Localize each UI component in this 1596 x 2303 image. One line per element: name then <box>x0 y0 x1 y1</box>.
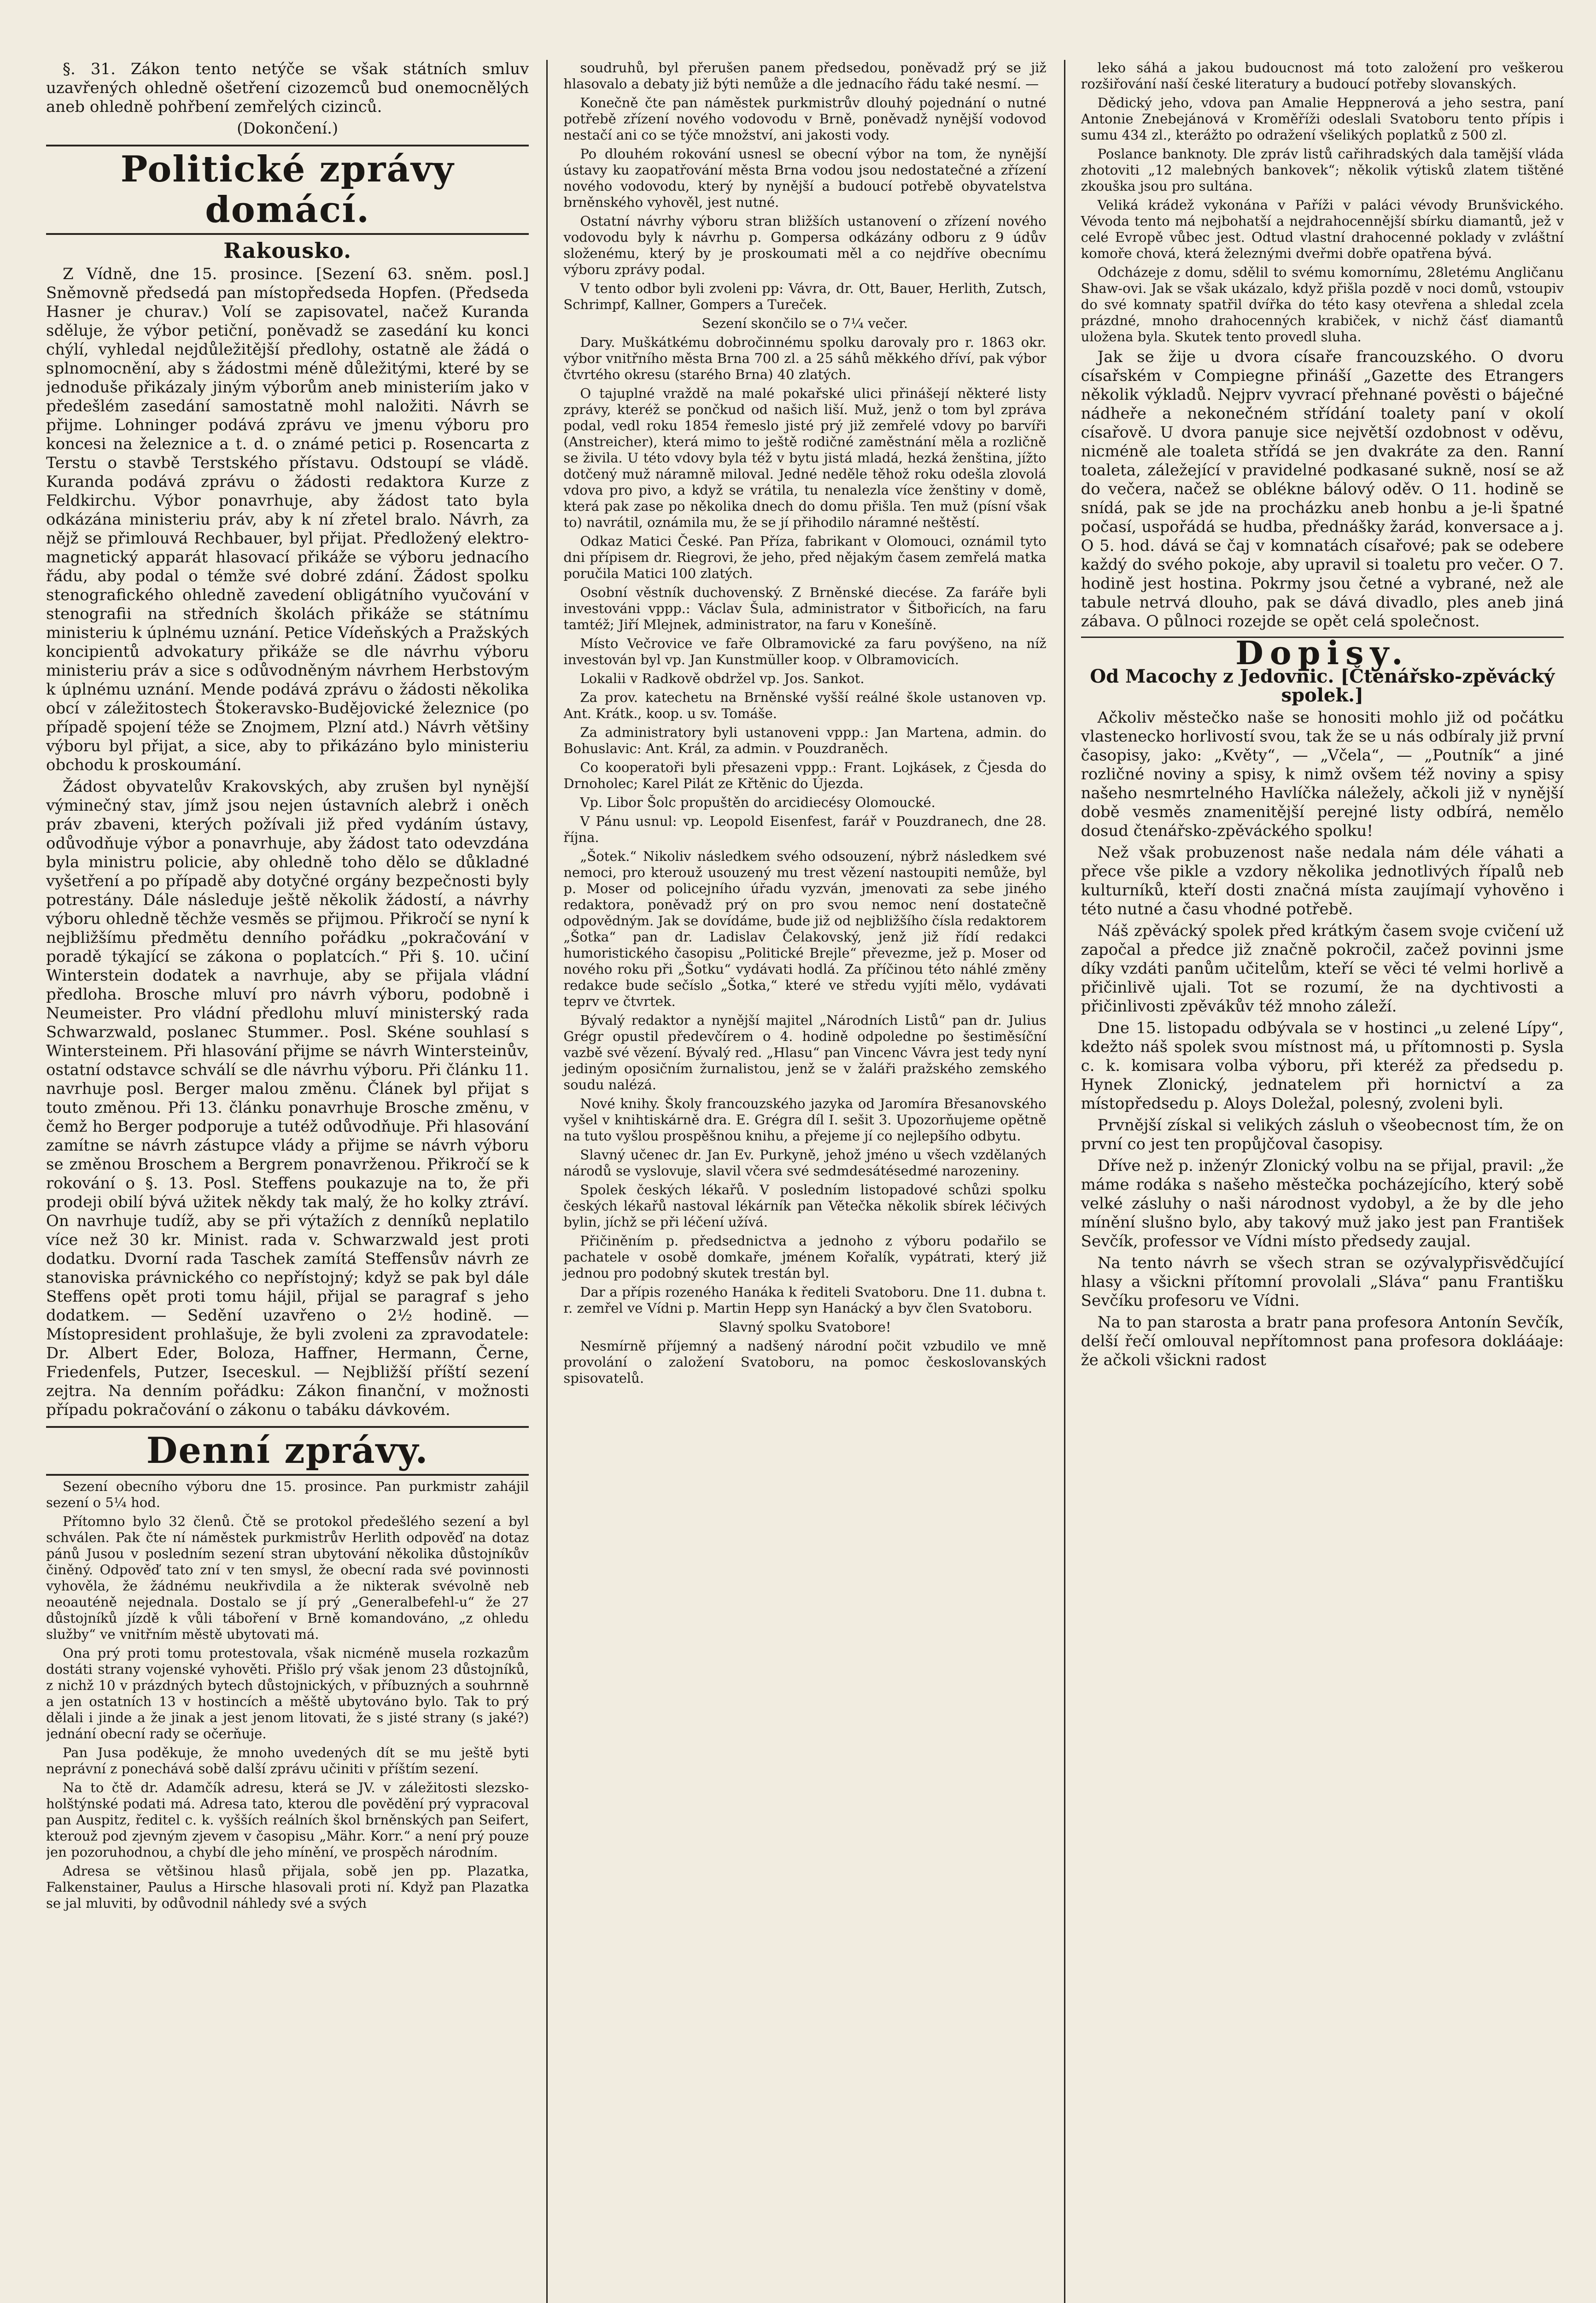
news-paragraph: Přítomno bylo 32 členů. Čtě se protokol předešlého sezení a byl schválen. Pak čte ní náměstek purkmistrův Herlith odpověď na dotaz pánů Jusou v posledním sezení stran ubytování několika důstojníkův činěný. Odpověď tato zní v ten smysl, že obecní rada své povinnosti vyhověla, že žádnému neukřivdila a že nikterak svévolně neb neoauténě nejednala. Dostalo se jí prý „Generalbefehl-u“ že 27 důstojníků jízdě k vůli táboření v Brně komandováno, „z ohledu služby“ ve vnitřním městě ubytovati má. <box>46 1514 529 1642</box>
article-paragraph: Žádost obyvatelův Krakovských, aby zrušen byl nynější výminečný stav, jímž jsou nejen ústavních alebrž i oněch práv zbaveni, kterých požívali již před vydáním ústavy, odůvodňuje výbor a ponavrhuje, aby žádost tato odevzdána byla ministru policie, aby ohledně toho dělo se důkladné vyšetření a po případě aby dotyčné orgány bezpečnosti byly potrestány. Dále následuje ještě několik žádostí, a návrhy výboru ohledně těchže vesměs se přijmou. Přikročí se nyní k nejbližšímu předmětu denního pořádku „pokračování v poradě týkající se zákona o poplatcích.“ Při §. 10. učiní Winterstein dodatek a navrhuje, aby se přijala vládní předloha. Brosche mluví pro návrh výboru, podobně i Neumeister. Pro vládní předlohu mluví ministerský rada Schwarzwald, poslanec Stummer.. Posl. Skéne souhlasí s Wintersteinem. Při hlasování přijme se návrh Wintersteinův, ostatní odstavce schválí se dle návrhu výboru. Při článku 11. navrhuje posl. Berger malou změnu. Článek byl přijat s touto změnou. Při 13. článku ponavrhuje Brosche změnu, v čemž ho Berger podporuje a tutéž odůvodňuje. Při hlasování zamítne se návrh zástupce vlády a přijme se návrh výboru se změnou Broschem a Bergrem ponavrženou. Přikročí se k rokování o §. 13. Posl. Steffens poukazuje na to, že při prodeji obilí bývá užitek někdy tak malý, že ho kolky ztráví. On navrhuje tudíž, aby se při výtažích z denníků neplatilo více než 30 kr. Minist. rada v. Schwarzwald jest proti dodatku. Dvorní rada Taschek zamítá Steffensův návrh ze stanoviska právnického co nepřístojný; když se pak byl dále Steffens opět proti tomu hájil, přijal se paragraf s jeho dodatkem. — Sedění uzavřeno o 2½ hodině. — Místopresident prohlašuje, že byli zvoleni za zpravodatele: Dr. Albert Eder, Boloza, Haffner, Hermann, Černe, Friedenfels, Putzer, Iseceskul. — Nejbližší příští sezení zejtra. Na denním pořádku: Zákon finanční, v možnosti případu pokračování o zákonu o tabáku dávkovém. <box>46 777 529 1419</box>
news-paragraph: Bývalý redaktor a nynější majitel „Národních Listů“ pan dr. Julius Grégr opustil předevčírem o 4. hodině odpoledne po šestiměsíční vazbě své vězení. Bývalý red. „Hlasu“ pan Vincenc Vávra jest tedy nyní jediným oposičním žurnalistou, jenž se v žaláři pražského zemského soudu nalézá. <box>563 1012 1046 1093</box>
court-article: Jak se žije u dvora císaře francouzského. O dvoru císařském v Compiegne přináší „Gazette des Etrangers několik výkladů. Nejprv vyvrací přehnané pověsti o báječné nádheře a nekonečném střídání toalety paní v okolí císařově. U dvora panuje sice největší ozdobnost v oděvu, nicméně ale toaleta střídá se jen dvakráte za den. Ranní toaleta, záležející v pravidelné podkasané sukně, nosí se až do večera, načež se oblékne bálový oděv. O 11. hodině se snídá, pak se jde na procházku aneb honbu a je-li špatné počasí, uspořádá se hudba, přednášky žarád, konversace a j. O 5. hod. dává se čaj v komnatách císařové; pak se odebere každý do svého pokoje, aby upravil si toaletu pro večer. O 7. hodině jest hostina. Pokrmy jsou četné a vybrané, než ale tabule netrvá dlouho, pak se dává divadlo, ples aneb jiná zábava. O půlnoci rozejde se opět celá společnost. <box>1081 348 1564 631</box>
news-paragraph: Nesmírně příjemný a nadšený národní počit vzbudilo ve mně provolání o založení Svatoboru, na pomoc českoslovanských spisovatelů. <box>563 1338 1046 1386</box>
letter-paragraph: Prvnější získal si velikých zásluh o všeobecnost tím, že on první co jest ten propůjčoval časopisy. <box>1081 1116 1564 1153</box>
news-paragraph: Osobní věstník duchovenský. Z Brněnské diecése. Za faráře byli investováni vppp.: Václav Šula, administrator v Šitbořicích, na faru tamtéž; Jiří Mlejnek, administrator, na faru v Konešíně. <box>563 585 1046 632</box>
news-paragraph: Odcházeje z domu, sdělil to svému komornímu, 28letému Angličanu Shaw-ovi. Jak se však ukázalo, když přišla pozdě v noci domů, vstoupiv do své komnaty spatřil dvířka do této kasy otevřena a shledal zcela prázdné, mnoho drahocenných krabiček, v nichž čásť diamantů uložena byla. Skutek tento provedl sluha. <box>1081 264 1564 345</box>
columns <box>46 60 1564 2303</box>
news-paragraph: Dědický jeho, vdova pan Amalie Heppnerová a jeho sestra, paní Antonie Znebejánová v Kroměříži odeslali Svatoboru tento přípis i sumu 434 zl., kterážto po odražení všelikých poplatků z 500 zl. <box>1081 95 1564 143</box>
news-paragraph: Sezení skončilo se o 7¼ večer. <box>702 316 908 331</box>
letter-paragraph: Na to pan starosta a bratr pana profesora Antonín Sevčík, delší řečí omlouval nepřítomnost pana profesora doklááaje: že ačkoli všickni radost <box>1081 1313 1564 1369</box>
heading-austria: Rakousko. <box>223 238 352 263</box>
letter-paragraph: Dříve než p. inženýr Zlonický volbu na se přijal, pravil: „že máme rodáka s našeho městečka pocházejícího, který sobě velké zásluhy o naši národnost vydobyl, a že by dle jeho mínění slušno bylo, aby takový muž jako jest pan František Sevčík, professor ve Vídni místo předsedy zaujal. <box>1081 1157 1564 1251</box>
foreign-news <box>1081 60 1564 345</box>
column-1 <box>46 60 529 2303</box>
news-paragraph: Po dlouhém rokování usnesl se obecní výbor na tom, že nynější ústavy ku zaopatřování města Brna vodou jsou nedostatečné a zřízení nového vodovodu, který by nynější a budoucí potřebě obyvatelstva brněnského vyhověl, jest nutné. <box>563 146 1046 210</box>
column-2 <box>546 60 1046 2303</box>
news-paragraph: V Pánu usnul: vp. Leopold Eisenfest, farář v Pouzdranech, dne 28. října. <box>563 813 1046 845</box>
news-paragraph: Adresa se většinou hlasů přijala, sobě jen pp. Plazatka, Falkenstainer, Paulus a Hirsche hlasovali proti ní. Když pan Plazatka se jal mluviti, by odůvodnil náhledy své a svých <box>46 1863 529 1911</box>
news-paragraph: V tento odbor byli zvoleni pp: Vávra, dr. Ott, Bauer, Herlith, Zutsch, Schrimpf, Kallner, Gompers a Tureček. <box>563 281 1046 312</box>
news-paragraph: Slavný spolku Svatobore! <box>719 1319 891 1335</box>
column-3 <box>1064 60 1564 2303</box>
letters-subheading: Od Macochy z Jedovnic. [Čtenářsko-zpěvácký spolek.] <box>1090 666 1555 706</box>
news-paragraph: Slavný učenec dr. Jan Ev. Purkyně, jehož jméno u všech vzdělaných národů se vyslovuje, slavil včera své sedmdesátésedmé narozeniny. <box>563 1147 1046 1179</box>
heading-politics: Politické zprávy domácí. <box>46 145 529 235</box>
news-paragraph: Místo Večrovice ve faře Olbramovické za faru povýšeno, na níž investován byl vp. Jan Kunstmüller koop. v Olbramovicích. <box>563 636 1046 667</box>
heading-letters: Dopisy. <box>1235 634 1409 672</box>
news-paragraph: Odkaz Matici České. Pan Příza, fabrikant v Olomouci, oznámil tyto dni přípisem dr. Riegrovi, že jeho, před nějakým časem zemřelá matka poručila Matici 100 zlatých. <box>563 533 1046 581</box>
law-paragraph: §. 31. Zákon tento netýče se však státních smluv uzavřených ohledně ošetření cizozemců bud onemocnělých aneb ohledně pohřbení zemřelých cizinců. <box>46 60 529 116</box>
news-paragraph: O tajuplné vraždě na malé pokařské ulici přinášejí některé listy zprávy, kteréž se pončkud od našich liší. Muž, jenž o tom byl zpráva podal, vedl roku 1854 řemeslo jisté prý již zemřelé vdovy po barvíři (Anstreicher), která mimo to ještě rodičné zaměstnání měla a rozličně se živila. U této vdovy byla též v bytu jistá mladá, hezká ženština, jížto dotčený muž náramně miloval. Jedné neděle těhož roku odešla zlovolá vdova pro pivo, a když se vrátila, tu nenalezla více ženštiny v domě, která pak zase po několika dnech do domu přišla. Ten muž (písní však to) navrátil, oznámila mu, že se jí přihodilo náramné neštěstí. <box>563 386 1046 530</box>
news-paragraph: leko sáhá a jakou budoucnost má toto založení pro veškerou rozšiřování naší české literatury a budoucí potřeby slovanských. <box>1081 60 1564 92</box>
news-paragraph: Vp. Libor Šolc propuštěn do arcidiecésy Olomoucké. <box>580 795 935 810</box>
heading-daily: Denní zprávy. <box>46 1426 529 1476</box>
news-paragraph: soudruhů, byl přerušen panem předsedou, poněvadž prý se již hlasovalo a debaty již býti nemůže a dle jednacího řádu také nesmí. — <box>563 60 1046 92</box>
daily-news <box>46 1479 529 1911</box>
letter-paragraph: Dne 15. listopadu odbývala se v hostinci „u zelené Lípy“, kdežto náš spolek svou místnost má, u přítomnosti p. Sysla c. k. komisara volba výboru, při kteréž za předsedu p. Hynek Zlonický, jednatelem při hornictví a za místopředsedu p. Aloys Doležal, polesný, zvoleni byli. <box>1081 1019 1564 1113</box>
news-paragraph: Spolek českých lékařů. V posledním listopadové schůzi spolku českých lékařů nastoval lékárník pan Větečka několik sbírek léčivých bylin, jíchž se při léčení užívá. <box>563 1182 1046 1230</box>
news-paragraph: Ona prý proti tomu protestovala, však nicméně musela rozkazům dostáti strany vojenské vyhověti. Přišlo prý však jenom 23 důstojníků, z nichž 10 v prázdných bytech důstojnických, v příbuzných a souhrnně a jen ostatních 13 v hostincích a měště ubytováno bylo. Tak to prý dělali i jinde a že jinak a jest jenom litovati, že s jisté strany (s jaké?) jednání obecní rady se očerňuje. <box>46 1645 529 1742</box>
news-paragraph: Veliká krádež vykonána v Paříži v paláci vévody Brunšvického. Vévoda tento má nejbohatší a nejdrahocennější sbírku diamantů, jež v celé Evropě vůbec jest. Odtud vlastní drahocenné poklady v zvláštní komoře chová, která železnými dveřmi dobře opatřena bývá. <box>1081 197 1564 261</box>
letter-paragraph: Na tento návrh se všech stran se ozývalypřisvědčující hlasy a všickni přítomní provolali „Sláva“ panu Františku Sevčíku profesoru ve Vídni. <box>1081 1254 1564 1310</box>
news-paragraph: Dary. Muškátkému dobročinnému spolku darovaly pro r. 1863 okr. výbor vnitřního města Brna 700 zl. a 25 sáhů měkkého dříví, pak výbor čtvrtého okresu (starého Brna) 40 zlatých. <box>563 334 1046 382</box>
article-paragraph: Z Vídně, dne 15. prosince. [Sezení 63. sněm. posl.] Sněmovně předsedá pan místopředseda Hopfen. (Předseda Hasner je churav.) Volí se zapisovatel, načež Kuranda sděluje, že výbor petiční, poněvadž se zasedání ku konci chýlí, vyhledal nejdůležitější předlohy, ostatně ale žádá o splnomocnění, aby s žádostmi méně důležitými, které by se jednoduše přikázaly jiným výborům aneb ministeriím jako v předešlém zasedání samostatně mohl naložiti. Návrh se přijme. Lohninger podává zprávu ve jmenu výboru pro koncesi na železnice a t. d. o známé petici p. Rosencarta z Terstu o stavbě Terstského přístavu. Odstoupí se vládě. Kuranda podává zprávu o žádosti redaktora Kurze z Feldkirchu. Výbor ponavrhuje, aby žádost tato byla odkázána ministeriu práv, aby k ní zřetel bralo. Návrh, za nějž se přimlouvá Rechbauer, byl přijat. Předložený elektro-magnetický apparát hlasovací přikáže se výboru jednacího řádu, aby podal o témže své dobré zdání. Žádost spolku stenografického ohledně zavedení obligátního vyučování v stenografii na středních školách přikáže se státnímu ministeriu k úplnému uznání. Petice Vídeňských a Pražských koncipientů advokatury přikáže se dle návrhu výboru ministeriu práv a sice s odůvodněným návrhem Herbstovým k úplnému uznání. Mende podává zprávu o žádosti několika obcí v záležitostech Štokeravsko-Budějovické železnice (po případě spojení téže se Znojmem, Plzní atd.) Návrh většiny výboru byl přijat, a sice, aby to přikázáno bylo ministeriu obchodu k proskoumání. <box>46 265 529 774</box>
news-paragraph: Za administratory byli ustanoveni vppp.: Jan Martena, admin. do Bohuslavic: Ant. Král, za admin. v Pouzdraněch. <box>563 725 1046 756</box>
news-paragraph: Na to čtě dr. Adamčík adresu, která se JV. v záležitosti slezsko-holštýnské podati má. Adresa tato, kterou dle povědění prý vypracoval pan Auspitz, ředitel c. k. vyšších reálních škol brněnských pan Seifert, kterouž pod zjevným zjevem v časopisu „Mähr. Korr.“ a není prý pouze jen pozoruhodnou, a chybí dle jeho mínění, ve prospěch národním. <box>46 1780 529 1860</box>
continued-note: (Dokončení.) <box>237 119 339 138</box>
news-paragraph: Přičiněním p. předsednictva a jednoho z výboru podařilo se pachatele v osobě domkaře, jménem Kořalík, vypátrati, který již jednou pro podobný skutek trestán byl. <box>563 1233 1046 1281</box>
news-paragraph: Sezení obecního výboru dne 15. prosince. Pan purkmistr zahájil sezení o 5¼ hod. <box>46 1479 529 1510</box>
news-paragraph: Konečně čte pan náměstek purkmistrův dlouhý pojednání o nutné potřebě zřízení nového vodovodu v Brně, poněvadž nynější vodovod nestačí ani co se týče množství, ani jakosti vody. <box>563 95 1046 143</box>
news-paragraph: „Šotek.“ Nikoliv následkem svého odsouzení, nýbrž následkem své nemoci, pro kterouž usouzený mu trest vězení nastoupiti nemůže, byl p. Moser od policejního úřadu vyzván, jmenovati za sebe jiného redaktora, poněvadž prý on pro svou nemoc není dostatečně odpovědným. Jak se dovídáme, bude již od nejbližšího čísla redaktorem „Šotka“ pan dr. Ladislav Čelakovský, jenž již řídí redakci humoristického časopisu „Politické Brejle“ převezme, jež p. Moser od nového roku při „Šotku“ vydávati hodlá. Za příčinou této náhlé změny redakce bude sečíslo „Šotka,“ které ve středu vyjíti mělo, vydávati teprv ve čtvrtek. <box>563 848 1046 1009</box>
news-paragraph: Dar a přípis rozeného Hanáka k řediteli Svatoboru. Dne 11. dubna t. r. zemřel ve Vídni p. Martin Hepp syn Hanácký a byv člen Svatoboru. <box>563 1284 1046 1316</box>
news-paragraph: Ostatní návrhy výboru stran bližších ustanovení o zřízení nového vodovodu byly k návrhu p. Gompersa odkázány odboru z 9 údův složenému, který by je proskoumati měl a co nejdříve obecnímu výboru zprávy podal. <box>563 213 1046 277</box>
news-paragraph: Poslance banknoty. Dle zpráv listů cařihradských dala tamější vláda zhotoviti „12 malebných bankovek“; několik výtisků zlatem tištěné zkouška jsou pro sultána. <box>1081 146 1564 194</box>
news-paragraph: Nové knihy. Školy francouzského jazyka od Jaromíra Břesanovského vyšel v knihtiskárně dra. E. Grégra díl I. sešit 3. Upozorňujeme opětně na tuto vyšlou prospěšnou knihu, a přejeme jí co nejlepšího odbytu. <box>563 1096 1046 1144</box>
letter-paragraph: Než však probuzenost naše nedala nám déle váhati a přece vše pikle a vzdory několika jednotlivých řípalů neb kulturníků, kteří dosti značná místa zaujímají vyhověno i této nutné a času vhodné potřebě. <box>1081 843 1564 918</box>
letter-paragraph: Náš zpěvácký spolek před krátkým časem svoje cvičení už započal a předce již značně pokročil, začež povinni jsme díky vzdáti panům učitelům, kteří se věci té velmi horlivě a přičinlivě ujali. Tot se rozumí, že na dychtivosti a přičinlivosti zpěvákův též mnoho záleží. <box>1081 922 1564 1016</box>
news-paragraph: Za prov. katechetu na Brněnské vyšší reálné škole ustanoven vp. Ant. Krátk., koop. u sv. Tomáše. <box>563 690 1046 721</box>
news-paragraph: Pan Jusa poděkuje, že mnoho uvedených dít se mu ještě byti neprávní z ponechává sobě další zprávu učiniti v příštím sezení. <box>46 1745 529 1777</box>
news-paragraph: Co kooperatoři byli přesazeni vppp.: Frant. Lojkásek, z Čjesda do Drnoholec; Karel Pilát ze Křtěnic do Újezda. <box>563 760 1046 791</box>
news-paragraph: Lokalii v Radkově obdržel vp. Jos. Sankot. <box>580 671 865 686</box>
letter-paragraph: Ačkoliv městečko naše se honositi mohlo již od počátku vlastenecko horlivostí svou, tak že se u nás odbíraly již první časopisy, jako: „Květy“, — „Včela“, — „Poutník“ a jiné rozličné noviny a spisy, k nimž ovšem též noviny a spisy našeho nesmrtelného Havlíčka náležely, ačkoli již v nynější době vesměs znamenitější perejné listy odbírá, nemělo dosud čtenářsko-zpěváckého spolku! <box>1081 708 1564 840</box>
